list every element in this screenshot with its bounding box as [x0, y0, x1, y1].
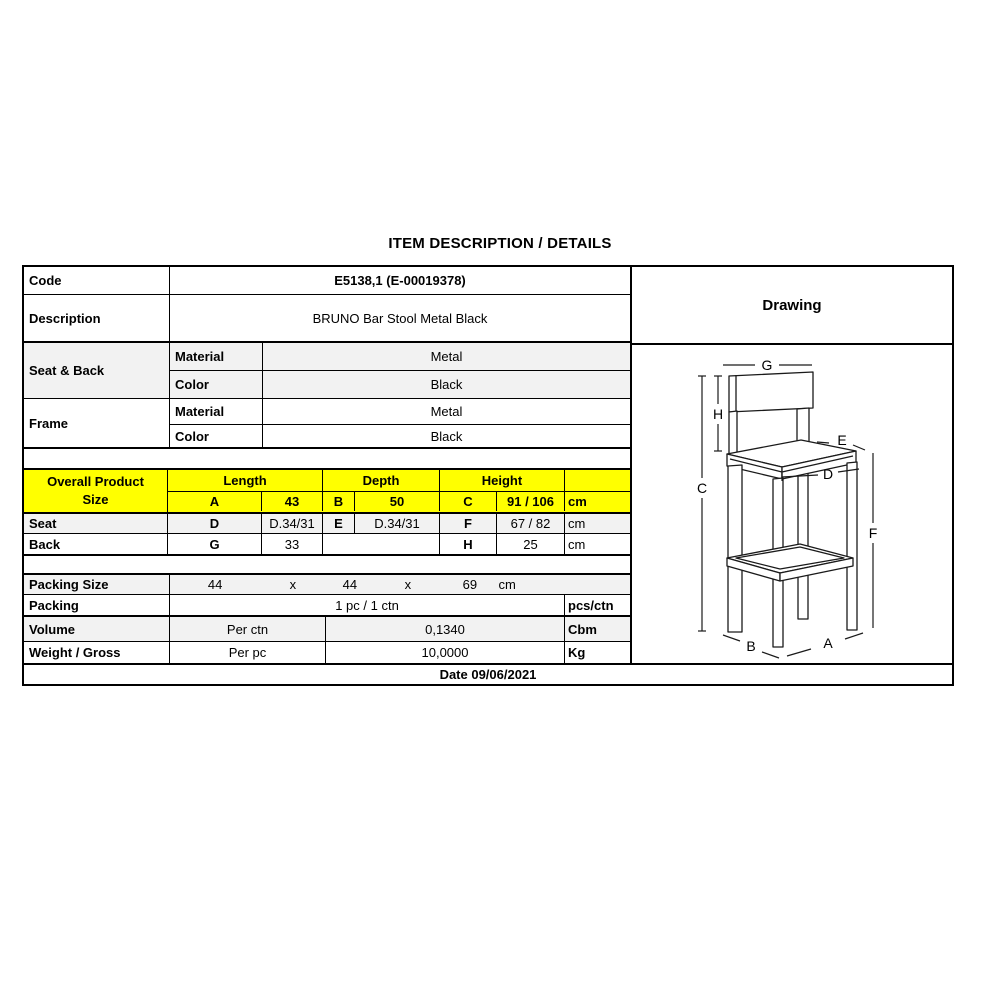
date-row: Date 09/06/2021: [24, 663, 952, 684]
dimension-label-f: F: [868, 525, 878, 541]
size-e-key: E: [323, 514, 355, 533]
packing-size-dim3: 69: [462, 577, 478, 592]
row-back-size: [24, 534, 630, 556]
weight-label: Weight / Gross: [24, 642, 170, 663]
seat-size-label: Seat: [24, 514, 168, 533]
seat-back-color-value: Black: [430, 377, 463, 392]
code-value: E5138,1 (E-00019378): [334, 273, 466, 288]
height-header: Height: [440, 470, 565, 491]
section-seat-back: [24, 343, 630, 399]
stool-drawing: [632, 345, 952, 663]
packing-size-sep1: x: [289, 577, 297, 592]
row-seat-back-material: [170, 343, 630, 371]
back-size-unit: cm: [568, 536, 586, 552]
row-code: [24, 267, 630, 295]
weight-basis: Per pc: [170, 642, 326, 663]
dimension-label-a: A: [823, 635, 833, 651]
page-title: ITEM DESCRIPTION / DETAILS: [388, 235, 612, 252]
row-packing-size: [24, 575, 630, 595]
size-f-value: 67 / 82: [497, 514, 565, 533]
size-b-key: B: [323, 492, 355, 511]
packing-label: Packing: [24, 595, 170, 615]
seat-back-label: Seat & Back: [24, 343, 170, 398]
dimension-label-g: G: [761, 357, 773, 373]
overall-size-label: [24, 470, 168, 512]
packing-size-unit: cm: [498, 577, 516, 592]
packing-size-dim1: 44: [207, 577, 223, 592]
description-label: Description: [24, 295, 170, 341]
description-value: BRUNO Bar Stool Metal Black: [312, 310, 488, 326]
row-volume: [24, 617, 630, 642]
frame-color-label: Color: [170, 425, 263, 447]
section-frame: [24, 399, 630, 449]
spacer-row-2: [24, 556, 630, 575]
volume-label: Volume: [24, 617, 170, 641]
back-size-empty-cell: [323, 534, 440, 554]
depth-header: Depth: [323, 470, 440, 491]
size-e-value: D.34/31: [355, 514, 440, 533]
size-h-key: H: [440, 534, 497, 554]
spacer-row: [24, 449, 630, 470]
row-seat-size: [24, 514, 630, 534]
back-size-label: Back: [24, 534, 168, 554]
frame-material-label: Material: [170, 399, 263, 424]
size-d-key: D: [168, 514, 262, 533]
frame-label: Frame: [24, 399, 170, 447]
packing-size-label: Packing Size: [24, 575, 170, 594]
row-weight: [24, 642, 630, 663]
row-frame-material: [170, 399, 630, 425]
size-g-value: 33: [262, 534, 323, 554]
spec-table: [22, 265, 954, 686]
weight-value: 10,0000: [326, 642, 565, 663]
dimension-label-d: D: [822, 466, 834, 482]
dimension-label-b: B: [746, 638, 756, 654]
weight-unit: Kg: [568, 645, 586, 660]
code-label: Code: [24, 267, 170, 294]
size-f-key: F: [440, 514, 497, 533]
dimension-label-h: H: [712, 406, 724, 422]
frame-material-value: Metal: [430, 404, 463, 419]
size-h-value: 25: [497, 534, 565, 554]
size-a-key: A: [168, 492, 262, 511]
length-header: Length: [168, 470, 323, 491]
size-overall-unit: cm: [568, 494, 587, 509]
packing-value: 1 pc / 1 ctn: [170, 595, 565, 615]
seat-back-color-label: Color: [170, 371, 263, 398]
spec-table-left: [24, 267, 632, 663]
row-packing: [24, 595, 630, 617]
size-d-value: D.34/31: [262, 514, 323, 533]
dimension-label-e: E: [837, 432, 847, 448]
size-g-key: G: [168, 534, 262, 554]
volume-unit: Cbm: [568, 621, 597, 637]
row-size-overall: [168, 492, 630, 511]
overall-size-label-line2: Size: [82, 492, 109, 507]
packing-size-dim2: 44: [342, 577, 358, 592]
seat-back-material-label: Material: [170, 343, 263, 370]
dimension-label-c: C: [696, 480, 708, 496]
size-header-unit-cell: [565, 470, 630, 491]
packing-size-value: [170, 575, 630, 594]
packing-unit: pcs/ctn: [568, 597, 614, 613]
size-b-value: 50: [355, 492, 440, 511]
volume-basis: Per ctn: [170, 617, 326, 641]
row-description: [24, 295, 630, 343]
seat-back-material-value: Metal: [430, 349, 463, 364]
size-c-value: 91 / 106: [497, 492, 565, 511]
row-frame-color: [170, 425, 630, 447]
row-seat-back-color: [170, 371, 630, 398]
packing-size-sep2: x: [404, 577, 412, 592]
frame-color-value: Black: [430, 428, 463, 444]
row-size-headers: [168, 470, 630, 492]
size-c-key: C: [440, 492, 497, 511]
seat-size-unit: cm: [568, 516, 586, 531]
overall-size-label-line1: Overall Product: [47, 474, 144, 490]
size-a-value: 43: [262, 492, 323, 511]
drawing-area: [632, 345, 952, 663]
drawing-column: [632, 267, 952, 663]
volume-value: 0,1340: [326, 617, 565, 641]
section-overall-size: [24, 470, 630, 514]
drawing-header: Drawing: [632, 267, 952, 345]
